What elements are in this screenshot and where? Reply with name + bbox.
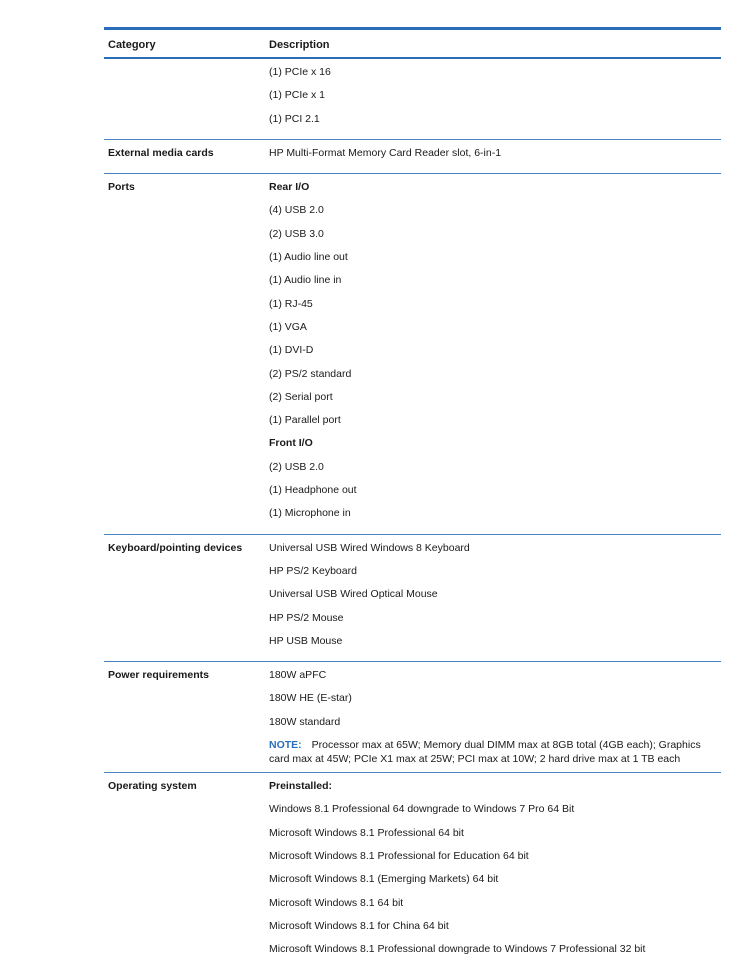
section-keyboard	[104, 535, 721, 662]
list-item: (1) Headphone out	[269, 484, 357, 497]
list-item: (1) RJ-45	[269, 297, 313, 310]
power-note	[269, 738, 721, 768]
list-item: HP PS/2 Mouse	[269, 611, 344, 624]
section-ports	[104, 174, 721, 534]
note-label: NOTE:	[269, 739, 302, 752]
list-item: (1) Audio line out	[269, 251, 348, 264]
list-item: Windows 8.1 Professional 64 downgrade to Windows 7 Pro 64 Bit	[269, 803, 575, 816]
list-item: 180W standard	[269, 715, 341, 728]
category-label: Operating system	[108, 780, 197, 793]
list-item: (1) PCI 2.1	[269, 112, 320, 125]
list-item: 180W aPFC	[269, 669, 327, 682]
list-item: (1) Audio line in	[269, 274, 342, 287]
list-item: Microsoft Windows 8.1 (Emerging Markets) 64 bit	[269, 873, 499, 886]
list-item: (1) Microphone in	[269, 507, 351, 520]
subheading: Front I/O	[269, 437, 313, 450]
subheading: Rear I/O	[269, 181, 310, 194]
list-item: (1) PCIe x 1	[269, 89, 326, 102]
header-description: Description	[269, 39, 330, 51]
section-media	[104, 140, 721, 174]
spec-table	[104, 27, 721, 969]
list-item: (1) DVI-D	[269, 344, 314, 357]
category-label: Ports	[108, 181, 135, 194]
list-item: Microsoft Windows 8.1 Professional 64 bit	[269, 826, 464, 839]
list-item: (4) USB 2.0	[269, 204, 324, 217]
note-text: Processor max at 65W; Memory dual DIMM max at 8GB total (4GB each); Graphics card max at 45W; PCIe X1 max at 25W; PCI max at 10W; 2 hard drive max at 1 TB each	[269, 739, 701, 766]
section-os	[104, 773, 721, 969]
section-slots	[104, 59, 721, 140]
list-item: Microsoft Windows 8.1 Professional downgrade to Windows 7 Professional 32 bit	[269, 943, 646, 956]
list-item: 180W HE (E-star)	[269, 692, 352, 705]
list-item: HP PS/2 Keyboard	[269, 564, 357, 577]
list-item: HP USB Mouse	[269, 634, 343, 647]
category-label: Keyboard/pointing devices	[108, 541, 243, 554]
list-item: (2) USB 3.0	[269, 227, 324, 240]
table-header	[104, 30, 721, 59]
list-item: (1) VGA	[269, 320, 307, 333]
list-item: (2) PS/2 standard	[269, 367, 352, 380]
list-item: (1) Parallel port	[269, 414, 341, 427]
list-item: Microsoft Windows 8.1 Professional for Education 64 bit	[269, 849, 529, 862]
list-item: Microsoft Windows 8.1 for China 64 bit	[269, 919, 449, 932]
list-item: Universal USB Wired Optical Mouse	[269, 588, 438, 601]
category-label: External media cards	[108, 146, 214, 159]
list-item: (2) USB 2.0	[269, 460, 324, 473]
subheading: Preinstalled:	[269, 780, 333, 793]
header-category: Category	[108, 39, 156, 51]
list-item: (1) PCIe x 16	[269, 66, 331, 78]
list-item: Universal USB Wired Windows 8 Keyboard	[269, 541, 470, 554]
category-label: Power requirements	[108, 669, 209, 682]
list-item: HP Multi-Format Memory Card Reader slot, 6-in-1	[269, 146, 502, 159]
list-item: (2) Serial port	[269, 390, 333, 403]
section-power	[104, 662, 721, 773]
list-item: Microsoft Windows 8.1 64 bit	[269, 896, 404, 909]
